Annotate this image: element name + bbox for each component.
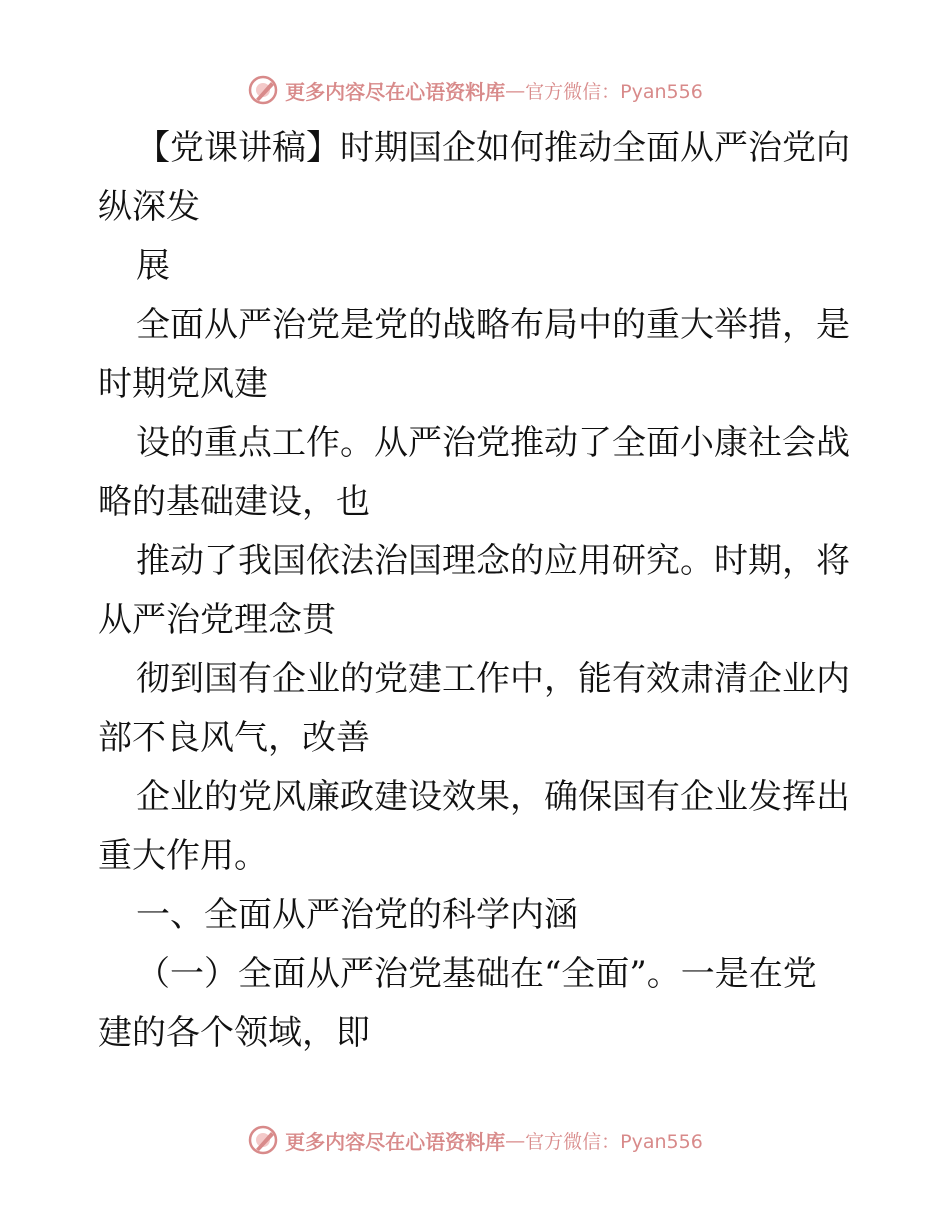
paragraph-line: 部不良风气，改善 [98, 718, 370, 758]
paragraph-line: 彻到国有企业的党建工作中，能有效肃清企业内 [136, 659, 850, 699]
header-watermark-banner [0, 70, 950, 110]
paragraph-line: 时期党风建 [98, 364, 268, 404]
subsection-line: （一）全面从严治党基础在“全面”。一是在党 [136, 954, 817, 994]
watermark-site-text: 更多内容尽在心语资料库 [285, 1129, 506, 1154]
footer-watermark-banner [0, 1120, 950, 1160]
watermark-wechat-text: 官方微信：Pyan556 [525, 1130, 703, 1153]
paragraph-line: 重大作用。 [98, 836, 268, 876]
title-line-2: 纵深发 [98, 187, 200, 227]
pen-logo-icon [247, 74, 279, 106]
paragraph-line: 从严治党理念贯 [98, 600, 336, 640]
title-line-3: 展 [136, 246, 170, 286]
watermark-wechat-text: 官方微信：Pyan556 [525, 80, 703, 103]
watermark-dash: — [505, 78, 526, 102]
document-body [98, 119, 850, 1063]
pen-logo-icon [247, 1124, 279, 1156]
paragraph-line: 企业的党风廉政建设效果，确保国有企业发挥出 [136, 777, 850, 817]
paragraph-line: 设的重点工作。从严治党推动了全面小康社会战 [136, 423, 850, 463]
section-heading: 一、全面从严治党的科学内涵 [136, 895, 578, 935]
paragraph-line: 全面从严治党是党的战略布局中的重大举措，是 [136, 305, 850, 345]
subsection-line: 建的各个领域，即 [98, 1013, 370, 1053]
paragraph-line: 略的基础建设，也 [98, 482, 370, 522]
paragraph-line: 推动了我国依法治国理念的应用研究。时期，将 [136, 541, 850, 581]
title-line-1: 【党课讲稿】时期国企如何推动全面从严治党向 [136, 128, 850, 168]
watermark-dash: — [505, 1128, 526, 1152]
watermark-site-text: 更多内容尽在心语资料库 [285, 79, 506, 104]
